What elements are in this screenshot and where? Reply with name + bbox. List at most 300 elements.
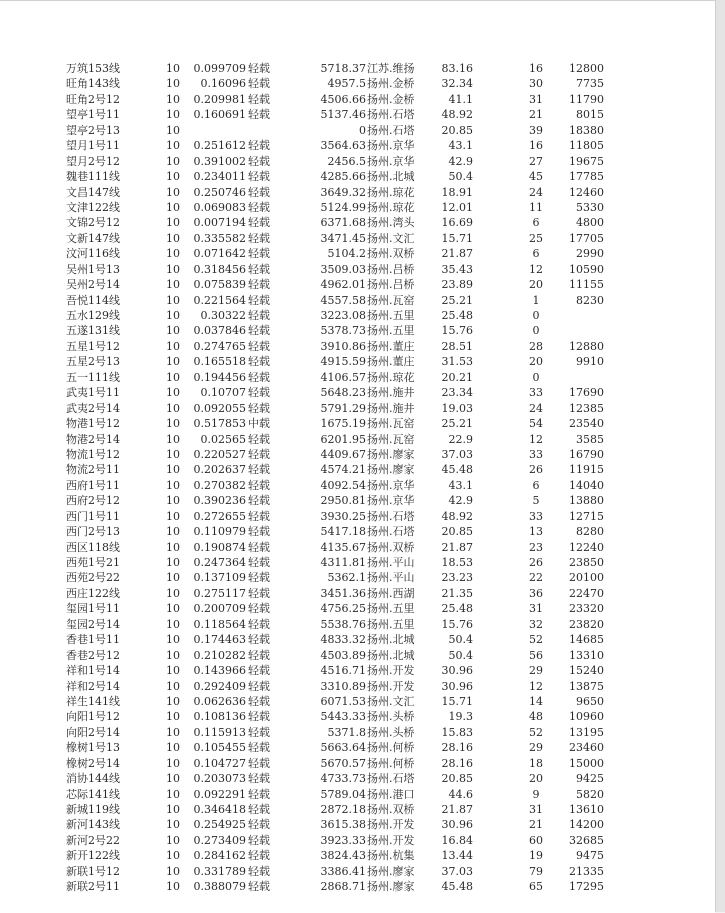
cell-index: 36 xyxy=(529,586,543,600)
cell-index: 6 xyxy=(532,478,540,492)
cell-count: 10 xyxy=(166,833,180,847)
cell-value: 10590 xyxy=(569,262,604,276)
cell-line-name: 祥生141线 xyxy=(66,694,120,708)
cell-line-name: 物港2号14 xyxy=(66,432,120,446)
cell-ratio: 16.69 xyxy=(441,216,473,230)
cell-load-status: 轻载 xyxy=(248,370,270,384)
cell-load-status: 轻载 xyxy=(248,787,270,801)
cell-line-name: 五星2号13 xyxy=(66,355,120,369)
cell-load-status: 轻载 xyxy=(248,571,270,585)
cell-line-name: 祥和2号14 xyxy=(66,679,120,693)
cell-index: 52 xyxy=(529,725,543,739)
cell-count: 10 xyxy=(166,309,180,322)
cell-energy: 4915.59 xyxy=(320,355,366,369)
cell-energy: 0 xyxy=(359,123,366,137)
cell-value: 4800 xyxy=(576,216,604,230)
cell-count: 10 xyxy=(166,725,180,739)
cell-ratio: 15.83 xyxy=(441,725,473,739)
cell-region: 扬州.何桥 xyxy=(367,741,415,755)
cell-energy: 5378.73 xyxy=(320,324,366,338)
cell-coefficient: 0.16096 xyxy=(200,77,246,91)
cell-energy: 3923.33 xyxy=(320,833,366,847)
cell-coefficient: 0.275117 xyxy=(193,586,246,600)
cell-ratio: 21.87 xyxy=(441,540,473,554)
cell-load-status: 轻载 xyxy=(248,586,270,600)
cell-load-status: 轻载 xyxy=(248,324,270,338)
cell-count: 10 xyxy=(166,401,180,415)
cell-region: 扬州.瓦窑 xyxy=(367,417,415,431)
cell-coefficient: 0.203073 xyxy=(193,772,246,786)
cell-region: 扬州.廖家 xyxy=(367,880,415,894)
cell-index: 24 xyxy=(529,185,543,199)
cell-ratio: 23.89 xyxy=(441,278,473,292)
cell-energy: 4733.73 xyxy=(320,772,366,786)
cell-load-status: 轻载 xyxy=(248,108,270,122)
cell-ratio: 20.85 xyxy=(441,772,473,786)
cell-coefficient: 0.110979 xyxy=(193,525,246,539)
cell-coefficient: 0.250746 xyxy=(193,185,246,199)
cell-load-status: 轻载 xyxy=(248,803,270,816)
cell-ratio: 43.1 xyxy=(448,478,473,492)
cell-index: 65 xyxy=(529,880,543,894)
cell-load-status: 中载 xyxy=(248,417,270,431)
cell-line-name: 五一111线 xyxy=(66,370,120,384)
cell-value: 13310 xyxy=(569,648,604,662)
cell-region: 扬州.五里 xyxy=(367,602,415,616)
cell-ratio: 18.53 xyxy=(441,556,473,569)
cell-index: 13 xyxy=(529,525,543,539)
cell-line-name: 橡树2号14 xyxy=(66,756,120,770)
cell-coefficient: 0.143966 xyxy=(193,664,246,678)
cell-coefficient: 0.115913 xyxy=(193,725,246,739)
cell-energy: 5371.8 xyxy=(327,725,366,739)
cell-coefficient: 0.118564 xyxy=(193,617,246,631)
cell-coefficient: 0.099709 xyxy=(193,62,246,75)
cell-region: 扬州.石塔 xyxy=(367,525,415,539)
cell-energy: 4957.5 xyxy=(327,77,366,91)
cell-coefficient: 0.202637 xyxy=(193,463,246,477)
cell-coefficient: 0.318456 xyxy=(193,262,246,276)
cell-region: 扬州.廖家 xyxy=(367,447,415,461)
cell-coefficient: 0.292409 xyxy=(193,679,246,693)
cell-load-status: 轻载 xyxy=(248,664,270,678)
cell-index: 54 xyxy=(529,417,543,431)
cell-value: 7735 xyxy=(576,77,604,91)
cell-coefficient: 0.092291 xyxy=(193,787,246,801)
cell-energy: 5791.29 xyxy=(320,401,366,415)
cell-region: 扬州.琼花 xyxy=(367,370,415,384)
cell-region: 扬州.廖家 xyxy=(367,463,415,477)
cell-line-name: 望月1号11 xyxy=(66,139,120,153)
cell-line-name: 向阳1号12 xyxy=(66,710,120,724)
cell-coefficient: 0.220527 xyxy=(193,447,246,461)
cell-index: 12 xyxy=(529,679,543,693)
cell-index: 5 xyxy=(532,494,540,508)
cell-load-status: 轻载 xyxy=(248,355,270,369)
cell-region: 扬州.开发 xyxy=(367,818,415,832)
cell-region: 扬州.吕桥 xyxy=(367,278,415,292)
cell-region: 扬州.五里 xyxy=(367,324,415,338)
cell-value: 2990 xyxy=(576,247,604,261)
cell-ratio: 25.21 xyxy=(441,293,473,307)
cell-value: 11155 xyxy=(569,278,604,292)
cell-index: 29 xyxy=(529,664,543,678)
cell-value: 17295 xyxy=(569,880,604,894)
cell-count: 10 xyxy=(166,803,180,816)
cell-region: 扬州.港口 xyxy=(367,787,415,801)
cell-count: 10 xyxy=(166,602,180,616)
cell-count: 10 xyxy=(166,556,180,569)
cell-index: 29 xyxy=(529,741,543,755)
cell-value: 23850 xyxy=(569,556,604,569)
cell-index: 27 xyxy=(529,154,543,168)
cell-coefficient: 0.194456 xyxy=(193,370,246,384)
cell-count: 10 xyxy=(166,679,180,693)
cell-region: 扬州.北城 xyxy=(367,170,415,184)
cell-load-status: 轻载 xyxy=(248,556,270,569)
cell-line-name: 旺角2号12 xyxy=(66,92,120,106)
cell-load-status: 轻载 xyxy=(248,216,270,230)
cell-count: 10 xyxy=(166,216,180,230)
cell-line-name: 文昌147线 xyxy=(66,185,120,199)
cell-line-name: 新河2号22 xyxy=(66,833,120,847)
cell-region: 扬州.头桥 xyxy=(367,725,415,739)
cell-region: 扬州.施井 xyxy=(367,401,415,415)
cell-count: 10 xyxy=(166,571,180,585)
cell-ratio: 32.34 xyxy=(441,77,473,91)
cell-energy: 3471.45 xyxy=(320,231,366,245)
cell-load-status: 轻载 xyxy=(248,694,270,708)
cell-coefficient: 0.221564 xyxy=(193,293,246,307)
cell-line-name: 望亭2号13 xyxy=(66,123,120,137)
cell-ratio: 48.92 xyxy=(441,509,473,523)
cell-line-name: 玺园1号11 xyxy=(66,602,120,616)
cell-count: 10 xyxy=(166,231,180,245)
cell-count: 10 xyxy=(166,432,180,446)
cell-ratio: 43.1 xyxy=(448,139,473,153)
cell-value: 11790 xyxy=(569,92,604,106)
cell-energy: 6371.68 xyxy=(320,216,366,230)
cell-count: 10 xyxy=(166,170,180,184)
cell-count: 10 xyxy=(166,849,180,863)
cell-ratio: 15.71 xyxy=(441,231,473,245)
cell-ratio: 30.96 xyxy=(441,679,473,693)
cell-ratio: 19.03 xyxy=(441,401,473,415)
cell-value: 12715 xyxy=(569,509,604,523)
cell-load-status: 轻载 xyxy=(248,170,270,184)
cell-coefficient: 0.105455 xyxy=(193,741,246,755)
cell-region: 扬州.瓦窑 xyxy=(367,432,415,446)
cell-coefficient: 0.251612 xyxy=(193,139,246,153)
cell-load-status: 轻载 xyxy=(248,262,270,276)
cell-load-status: 轻载 xyxy=(248,463,270,477)
cell-line-name: 西庄122线 xyxy=(66,586,120,600)
cell-load-status: 轻载 xyxy=(248,200,270,214)
cell-value: 9475 xyxy=(576,849,604,863)
cell-value: 3585 xyxy=(576,432,604,446)
cell-energy: 5104.2 xyxy=(327,247,366,261)
cell-region: 扬州.文汇 xyxy=(367,231,415,245)
cell-energy: 3824.43 xyxy=(320,849,366,863)
cell-line-name: 魏巷111线 xyxy=(66,170,120,184)
cell-value: 9910 xyxy=(576,355,604,369)
cell-line-name: 旺角143线 xyxy=(66,77,120,91)
cell-region: 扬州.湾头 xyxy=(367,216,415,230)
cell-coefficient: 0.174463 xyxy=(193,633,246,647)
cell-energy: 5124.99 xyxy=(320,200,366,214)
cell-coefficient: 0.02565 xyxy=(200,432,246,446)
cell-line-name: 祥和1号14 xyxy=(66,664,120,678)
cell-count: 10 xyxy=(166,247,180,261)
cell-line-name: 万筑153线 xyxy=(66,62,120,75)
cell-count: 10 xyxy=(166,447,180,461)
cell-line-name: 新河143线 xyxy=(66,818,120,832)
cell-energy: 3615.38 xyxy=(320,818,366,832)
cell-energy: 5718.37 xyxy=(320,62,366,75)
cell-line-name: 文锦2号12 xyxy=(66,216,120,230)
cell-coefficient: 0.346418 xyxy=(193,803,246,816)
cell-load-status: 轻载 xyxy=(248,231,270,245)
cell-count: 10 xyxy=(166,463,180,477)
cell-value: 17785 xyxy=(569,170,604,184)
cell-energy: 3649.32 xyxy=(320,185,366,199)
cell-load-status: 轻载 xyxy=(248,478,270,492)
cell-energy: 3223.08 xyxy=(320,309,366,322)
cell-energy: 5648.23 xyxy=(320,386,366,400)
cell-index: 30 xyxy=(529,77,543,91)
cell-value: 12385 xyxy=(569,401,604,415)
cell-energy: 2456.5 xyxy=(327,154,366,168)
cell-load-status: 轻载 xyxy=(248,77,270,91)
cell-value: 15000 xyxy=(569,756,604,770)
cell-count: 10 xyxy=(166,185,180,199)
cell-index: 24 xyxy=(529,401,543,415)
cell-energy: 5670.57 xyxy=(320,756,366,770)
cell-region: 扬州.石塔 xyxy=(367,509,415,523)
cell-count: 10 xyxy=(166,787,180,801)
cell-count: 10 xyxy=(166,664,180,678)
cell-energy: 4506.66 xyxy=(320,92,366,106)
cell-region: 扬州.石塔 xyxy=(367,772,415,786)
cell-load-status: 轻载 xyxy=(248,772,270,786)
cell-value: 5820 xyxy=(576,787,604,801)
cell-line-name: 新城119线 xyxy=(66,803,120,816)
cell-index: 6 xyxy=(532,216,540,230)
cell-line-name: 玺园2号14 xyxy=(66,617,120,631)
cell-region: 扬州.双桥 xyxy=(367,540,415,554)
cell-coefficient: 0.335582 xyxy=(193,231,246,245)
cell-energy: 3386.41 xyxy=(320,864,366,878)
cell-count: 10 xyxy=(166,324,180,338)
cell-coefficient: 0.234011 xyxy=(193,170,246,184)
cell-index: 32 xyxy=(529,617,543,631)
cell-index: 33 xyxy=(529,386,543,400)
cell-ratio: 83.16 xyxy=(441,62,473,75)
cell-line-name: 文新147线 xyxy=(66,231,120,245)
cell-region: 扬州.开发 xyxy=(367,833,415,847)
cell-count: 10 xyxy=(166,772,180,786)
cell-ratio: 28.16 xyxy=(441,756,473,770)
cell-load-status: 轻载 xyxy=(248,154,270,168)
cell-value: 12240 xyxy=(569,540,604,554)
cell-line-name: 西府2号12 xyxy=(66,494,120,508)
cell-value: 22470 xyxy=(569,586,604,600)
cell-load-status: 轻载 xyxy=(248,818,270,832)
cell-value: 11915 xyxy=(569,463,604,477)
cell-line-name: 新联2号11 xyxy=(66,880,120,894)
cell-line-name: 望月2号12 xyxy=(66,154,120,168)
cell-count: 10 xyxy=(166,586,180,600)
cell-ratio: 28.16 xyxy=(441,741,473,755)
cell-line-name: 吴州1号13 xyxy=(66,262,120,276)
cell-ratio: 16.84 xyxy=(441,833,473,847)
cell-load-status: 轻载 xyxy=(248,617,270,631)
cell-value: 15240 xyxy=(569,664,604,678)
cell-region: 扬州.董庄 xyxy=(367,355,415,369)
cell-line-name: 武夷2号14 xyxy=(66,401,120,415)
cell-coefficient: 0.108136 xyxy=(193,710,246,724)
cell-energy: 4285.66 xyxy=(320,170,366,184)
cell-line-name: 五水129线 xyxy=(66,309,120,322)
cell-region: 扬州.文汇 xyxy=(367,694,415,708)
cell-ratio: 21.87 xyxy=(441,247,473,261)
cell-value: 20100 xyxy=(569,571,604,585)
cell-count: 10 xyxy=(166,880,180,894)
cell-coefficient: 0.075839 xyxy=(193,278,246,292)
cell-load-status: 轻载 xyxy=(248,880,270,894)
cell-region: 扬州.石塔 xyxy=(367,123,415,137)
cell-energy: 4106.57 xyxy=(320,370,366,384)
cell-index: 12 xyxy=(529,262,543,276)
cell-energy: 6201.95 xyxy=(320,432,366,446)
cell-energy: 3930.25 xyxy=(320,509,366,523)
cell-region: 扬州.京华 xyxy=(367,494,415,508)
cell-count: 10 xyxy=(166,339,180,353)
cell-load-status: 轻载 xyxy=(248,725,270,739)
cell-ratio: 45.48 xyxy=(441,880,473,894)
cell-ratio: 21.35 xyxy=(441,586,473,600)
cell-count: 10 xyxy=(166,355,180,369)
cell-value: 18380 xyxy=(569,123,604,137)
cell-count: 10 xyxy=(166,278,180,292)
cell-coefficient: 0.137109 xyxy=(193,571,246,585)
cell-count: 10 xyxy=(166,694,180,708)
cell-count: 10 xyxy=(166,710,180,724)
cell-ratio: 20.85 xyxy=(441,525,473,539)
cell-index: 26 xyxy=(529,463,543,477)
cell-value: 9425 xyxy=(576,772,604,786)
cell-coefficient: 0.284162 xyxy=(193,849,246,863)
cell-count: 10 xyxy=(166,648,180,662)
cell-load-status: 轻载 xyxy=(248,386,270,400)
cell-value: 5330 xyxy=(576,200,604,214)
cell-value: 23320 xyxy=(569,602,604,616)
cell-energy: 2950.81 xyxy=(320,494,366,508)
cell-ratio: 37.03 xyxy=(441,864,473,878)
cell-coefficient: 0.104727 xyxy=(193,756,246,770)
cell-index: 56 xyxy=(529,648,543,662)
cell-count: 10 xyxy=(166,200,180,214)
cell-line-name: 西苑2号22 xyxy=(66,571,120,585)
cell-value: 8015 xyxy=(576,108,604,122)
cell-count: 10 xyxy=(166,293,180,307)
cell-energy: 5137.46 xyxy=(320,108,366,122)
cell-ratio: 50.4 xyxy=(448,648,473,662)
cell-index: 20 xyxy=(529,772,543,786)
cell-value: 13880 xyxy=(569,494,604,508)
cell-index: 20 xyxy=(529,355,543,369)
cell-energy: 4962.01 xyxy=(320,278,366,292)
cell-value: 23820 xyxy=(569,617,604,631)
cell-energy: 4557.58 xyxy=(320,293,366,307)
cell-energy: 3310.89 xyxy=(320,679,366,693)
cell-load-status: 轻载 xyxy=(248,401,270,415)
cell-coefficient: 0.037846 xyxy=(193,324,246,338)
cell-count: 10 xyxy=(166,62,180,75)
cell-coefficient: 0.10707 xyxy=(200,386,246,400)
cell-coefficient: 0.254925 xyxy=(193,818,246,832)
cell-index: 23 xyxy=(529,540,543,554)
cell-line-name: 望亭1号11 xyxy=(66,108,120,122)
cell-energy: 3564.63 xyxy=(320,139,366,153)
cell-load-status: 轻载 xyxy=(248,447,270,461)
cell-load-status: 轻载 xyxy=(248,710,270,724)
cell-line-name: 物港1号12 xyxy=(66,417,120,431)
cell-load-status: 轻载 xyxy=(248,278,270,292)
cell-energy: 5443.33 xyxy=(320,710,366,724)
cell-index: 39 xyxy=(529,123,543,137)
cell-load-status: 轻载 xyxy=(248,633,270,647)
cell-region: 扬州.京华 xyxy=(367,139,415,153)
cell-coefficient: 0.273409 xyxy=(193,833,246,847)
cell-count: 10 xyxy=(166,370,180,384)
cell-value: 8280 xyxy=(576,525,604,539)
cell-count: 10 xyxy=(166,617,180,631)
cell-ratio: 45.48 xyxy=(441,463,473,477)
cell-index: 33 xyxy=(529,509,543,523)
cell-region: 扬州.何桥 xyxy=(367,756,415,770)
cell-value: 12880 xyxy=(569,339,604,353)
cell-line-name: 新联1号12 xyxy=(66,864,120,878)
cell-ratio: 15.76 xyxy=(441,324,473,338)
cell-load-status: 轻载 xyxy=(248,849,270,863)
cell-energy: 5663.64 xyxy=(320,741,366,755)
cell-ratio: 13.44 xyxy=(441,849,473,863)
cell-value: 14200 xyxy=(569,818,604,832)
cell-value: 17690 xyxy=(569,386,604,400)
cell-energy: 4833.32 xyxy=(320,633,366,647)
cell-region: 扬州.京华 xyxy=(367,478,415,492)
cell-count: 10 xyxy=(166,494,180,508)
cell-index: 52 xyxy=(529,633,543,647)
cell-ratio: 15.71 xyxy=(441,694,473,708)
cell-index: 19 xyxy=(529,849,543,863)
cell-count: 10 xyxy=(166,92,180,106)
cell-region: 扬州.吕桥 xyxy=(367,262,415,276)
cell-index: 0 xyxy=(532,370,540,384)
cell-ratio: 48.92 xyxy=(441,108,473,122)
cell-value: 9650 xyxy=(576,694,604,708)
cell-ratio: 44.6 xyxy=(448,787,473,801)
cell-energy: 4756.25 xyxy=(320,602,366,616)
cell-region: 扬州.董庄 xyxy=(367,339,415,353)
cell-load-status: 轻载 xyxy=(248,247,270,261)
cell-coefficient: 0.388079 xyxy=(193,880,246,894)
cell-value: 14040 xyxy=(569,478,604,492)
cell-region: 扬州.石塔 xyxy=(367,108,415,122)
cell-ratio: 15.76 xyxy=(441,617,473,631)
cell-index: 21 xyxy=(529,818,543,832)
